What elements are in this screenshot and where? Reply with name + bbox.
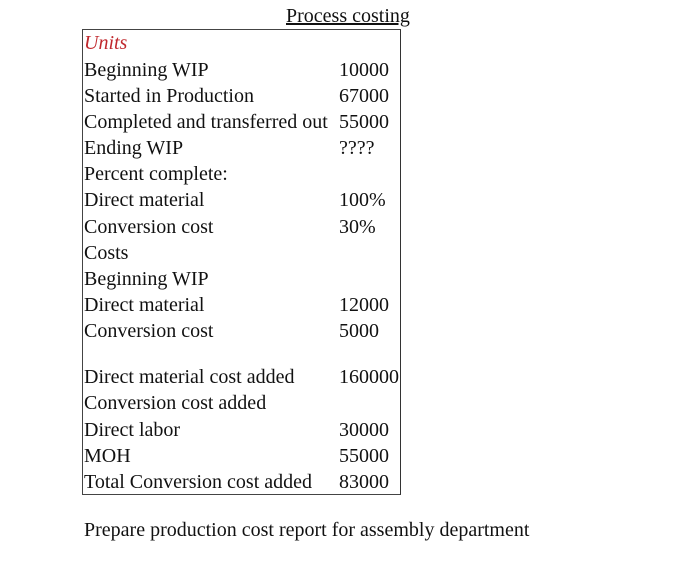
row-value: 10000 <box>339 59 389 81</box>
document-title: Process costing <box>286 5 410 27</box>
row-value: 30000 <box>339 419 389 441</box>
row-label: Completed and transferred out <box>84 111 328 133</box>
row-value: 55000 <box>339 111 389 133</box>
row-value: 30% <box>339 216 376 238</box>
row-label: Units <box>84 32 128 54</box>
row-label: Percent complete: <box>84 163 228 185</box>
row-label: Beginning WIP <box>84 59 209 81</box>
row-label: Started in Production <box>84 85 254 107</box>
row-label: Direct material cost added <box>84 366 295 388</box>
row-value: 100% <box>339 189 386 211</box>
row-label: Total Conversion cost added <box>84 471 312 493</box>
row-value: 67000 <box>339 85 389 107</box>
row-value: 55000 <box>339 445 389 467</box>
row-value: 5000 <box>339 320 379 342</box>
row-label: Direct labor <box>84 419 181 441</box>
row-label: Direct material <box>84 294 205 316</box>
row-value: 83000 <box>339 471 389 493</box>
row-label: Ending WIP <box>84 137 184 159</box>
row-label: Conversion cost added <box>84 392 267 414</box>
row-label: Costs <box>84 242 129 264</box>
row-value: ???? <box>339 137 375 159</box>
row-label: Conversion cost <box>84 320 214 342</box>
row-label: Beginning WIP <box>84 268 209 290</box>
row-value: 12000 <box>339 294 389 316</box>
instruction-text: Prepare production cost report for assembly department <box>84 519 530 541</box>
row-value: 160000 <box>339 366 399 388</box>
row-label: Direct material <box>84 189 205 211</box>
row-label: MOH <box>84 445 131 467</box>
row-label: Conversion cost <box>84 216 214 238</box>
